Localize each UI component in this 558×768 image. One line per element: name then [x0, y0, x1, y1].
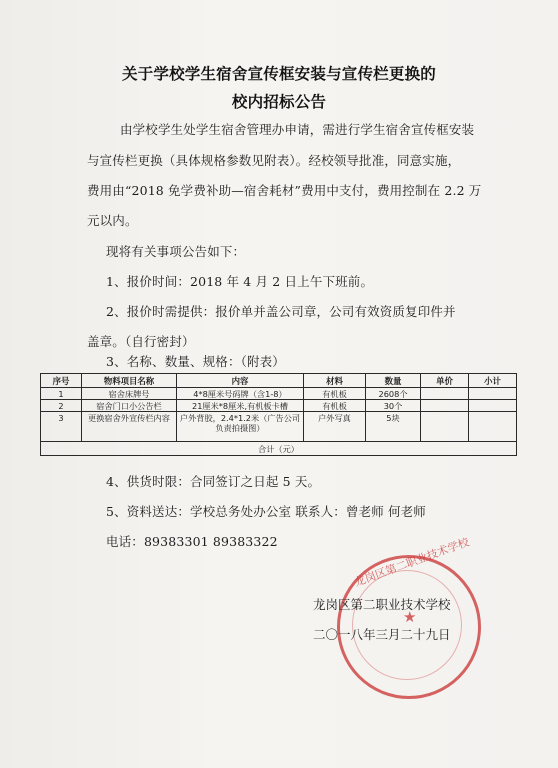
cell-name: 更换宿舍外宣传栏内容 — [82, 412, 177, 442]
item-4: 4、供货时限：合同签订之日起 5 天。 — [106, 474, 321, 489]
cell-content: 4*8厘米号码牌（含1-8） — [177, 388, 304, 400]
seal-text: 龙岗区第二职业技术学校 — [352, 535, 471, 590]
cell-material: 有机板 — [304, 388, 366, 400]
para1-line2: 与宣传栏更换（具体规格参数见附表）。经校领导批准，同意实施， — [87, 153, 461, 168]
table-total-row — [41, 442, 517, 456]
para1-line1: 由学校学生处学生宿舍管理办申请，需进行学生宿舍宣传框安装 — [120, 122, 475, 137]
para1-line4: 元以内。 — [87, 213, 138, 228]
cell-material: 有机板 — [304, 400, 366, 412]
cell-price — [421, 388, 469, 400]
cell-subtotal — [469, 388, 517, 400]
item-2-line2: 盖章。（自行密封） — [87, 334, 195, 349]
title-line-1: 关于学校学生宿舍宣传框安装与宣传栏更换的 — [121, 65, 436, 83]
items-table — [40, 373, 517, 456]
cell-name: 宿舍床牌号 — [82, 388, 177, 400]
table-row — [41, 388, 517, 400]
signer-organization: 龙岗区第二职业技术学校 — [313, 597, 451, 612]
signer-date: 二〇一八年三月二十九日 — [313, 627, 451, 642]
item-1: 1、报价时间：2018 年 4 月 2 日上午下班前。 — [106, 274, 374, 289]
title-line-2: 校内招标公告 — [231, 93, 327, 111]
cell-no: 1 — [41, 388, 82, 400]
cell-content: 21厘米*8厘米,有机板卡槽 — [177, 400, 304, 412]
total-label: 合计（元） — [41, 442, 517, 456]
para1-line3: 费用由“2018 免学费补助—宿舍耗材”费用中支付，费用控制在 2.2 万 — [87, 183, 482, 198]
header-name: 物料项目名称 — [82, 374, 177, 388]
cell-no: 3 — [41, 412, 82, 442]
table-row — [41, 412, 517, 442]
cell-name: 宿舍门口小公告栏 — [82, 400, 177, 412]
table-header-row — [41, 374, 517, 388]
header-material: 材料 — [304, 374, 366, 388]
cell-qty: 2608个 — [366, 388, 421, 400]
cell-material: 户外写真 — [304, 412, 366, 442]
phone-line: 电话：89383301 89383322 — [106, 534, 278, 549]
seal-star: ★ — [403, 608, 417, 626]
item-3: 3、名称、数量、规格：（附表） — [106, 354, 285, 369]
header-no: 序号 — [41, 374, 82, 388]
cell-qty: 30个 — [366, 400, 421, 412]
cell-no: 2 — [41, 400, 82, 412]
header-price: 单价 — [421, 374, 469, 388]
header-content: 内容 — [177, 374, 304, 388]
table-row — [41, 400, 517, 412]
item-2-line1: 2、报价时需提供：报价单并盖公司章，公司有效资质复印件并 — [106, 304, 456, 319]
cell-subtotal — [469, 400, 517, 412]
header-subtotal: 小计 — [469, 374, 517, 388]
cell-subtotal — [469, 412, 517, 442]
intro-line: 现将有关事项公告如下： — [106, 244, 246, 259]
cell-price — [421, 412, 469, 442]
header-qty: 数量 — [366, 374, 421, 388]
cell-price — [421, 400, 469, 412]
cell-content: 户外背胶，2.4*1.2米（广告公司负责拍摄图） — [177, 412, 304, 442]
cell-qty: 5块 — [366, 412, 421, 442]
item-5: 5、资料送达：学校总务处办公室 联系人：曾老师 何老师 — [106, 504, 426, 519]
